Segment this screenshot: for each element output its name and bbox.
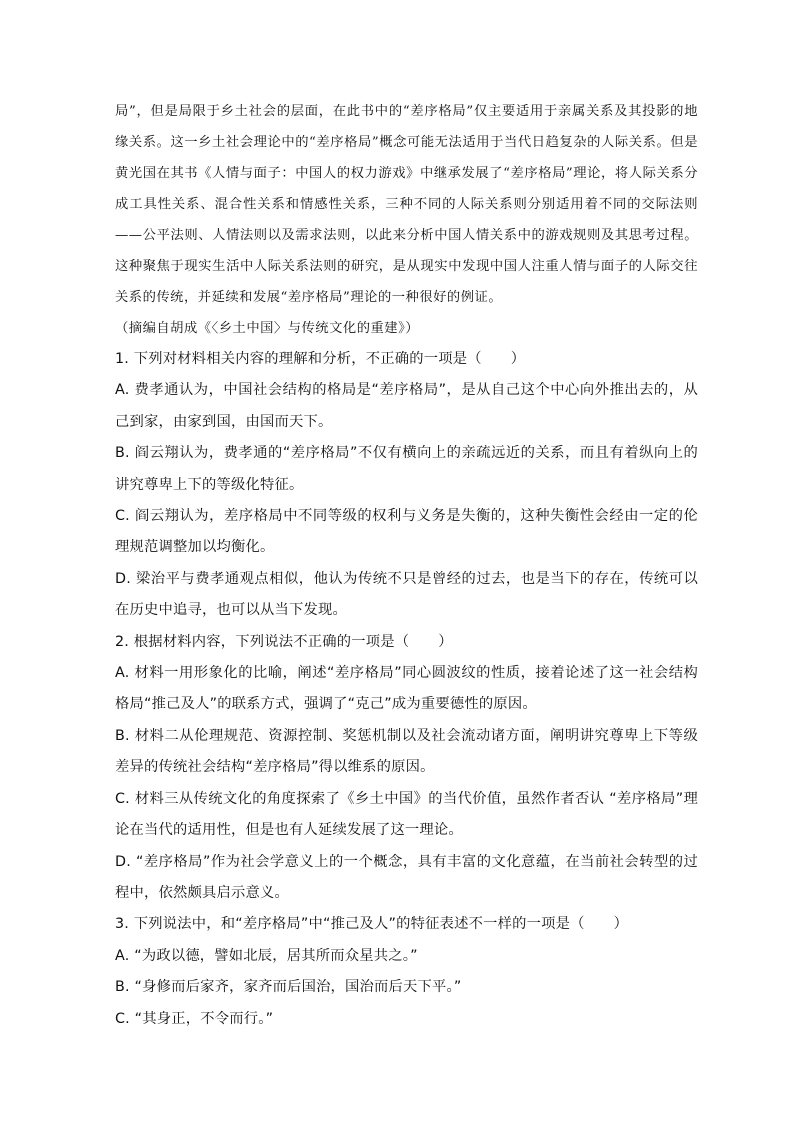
option-b: B. “身修而后家齐，家齐而后国治，国治而后天下平。” (115, 979, 462, 996)
option-c: C. “其身正，不令而行。” (115, 1010, 274, 1027)
option-a: A. “为政以德，譬如北辰，居其所而众星共之。” (115, 947, 418, 964)
option-d: D. 梁治平与费孝通观点相似，他认为传统不只是曾经的过去，也是当下的存在，传统可以在历史中追寻，也可以从当下发现。 (115, 570, 698, 619)
passage-source: （摘编自胡成《〈乡土中国〉与传统文化的重建》） (115, 321, 420, 336)
question-2 (115, 627, 698, 910)
option-a: A. 材料一用形象化的比喻，阐述“差序格局”同心圆波纹的性质，接着论述了这一社会结构格局“推己及人”的联系方式，强调了“克己”成为重要德性的原因。 (115, 665, 698, 713)
question-1 (115, 344, 698, 627)
question-stem: 3. 下列说法中，和“差序格局”中“推己及人”的特征表述不一样的一项是（ ） (115, 916, 629, 933)
question-stem: 2. 根据材料内容，下列说法不正确的一项是（ ） (115, 633, 453, 650)
question-stem: 1. 下列对材料相关内容的理解和分析，不正确的一项是（ ） (115, 351, 526, 367)
option-d: D. “差序格局”作为社会学意义上的一个概念，具有丰富的文化意蕴，在当前社会转型的过程中，依然颇具启示意义。 (115, 853, 698, 901)
question-3 (115, 909, 698, 1035)
option-a: A. 费孝通认为，中国社会结构的格局是“差序格局”，是从自己这个中心向外推出去的，从己到家，由家到国，由国而天下。 (115, 382, 698, 430)
option-c: C. 阎云翔认为，差序格局中不同等级的权利与义务是失衡的，这种失衡性会经由一定的伦理规范调整加以均衡化。 (115, 508, 698, 556)
reading-passage (115, 96, 698, 344)
option-c: C. 材料三从传统文化的角度探索了《乡土中国》的当代价值，虽然作者否认 “差序格局”理论在当代的适用性，但是也有人延续发展了这一理论。 (115, 790, 698, 839)
passage-paragraph: 局”，但是局限于乡土社会的层面，在此书中的“差序格局”仅主要适用于亲属关系及其投影的地缘关系。这一乡土社会理论中的“差序格局”概念可能无法适用于当代日趋复杂的人际关系。但是黄光国在其书《人情与面子：中国人的权力游戏》中继承发展了“差序格局”理论，将人际关系分成工具性关系、混合性关系和情感性关系，三种不同的人际关系则分别适用着不同的交际法则——公平法则、人情法则以及需求法则，以此来分析中国人情关系中的游戏规则及其思考过程。这种聚焦于现实生活中人际关系法则的研究，是从现实中发现中国人注重人情与面子的人际交往关系的传统，并延续和发展“差序格局”理论的一种很好的例证。 (115, 104, 698, 305)
option-b: B. 材料二从伦理规范、资源控制、奖惩机制以及社会流动诸方面，阐明讲究尊卑上下等级差异的传统社会结构“差序格局”得以维系的原因。 (115, 727, 698, 776)
option-b: B. 阎云翔认为，费孝通的“差序格局”不仅有横向上的亲疏远近的关系，而且有着纵向上的讲究尊卑上下的等级化特征。 (115, 445, 698, 493)
